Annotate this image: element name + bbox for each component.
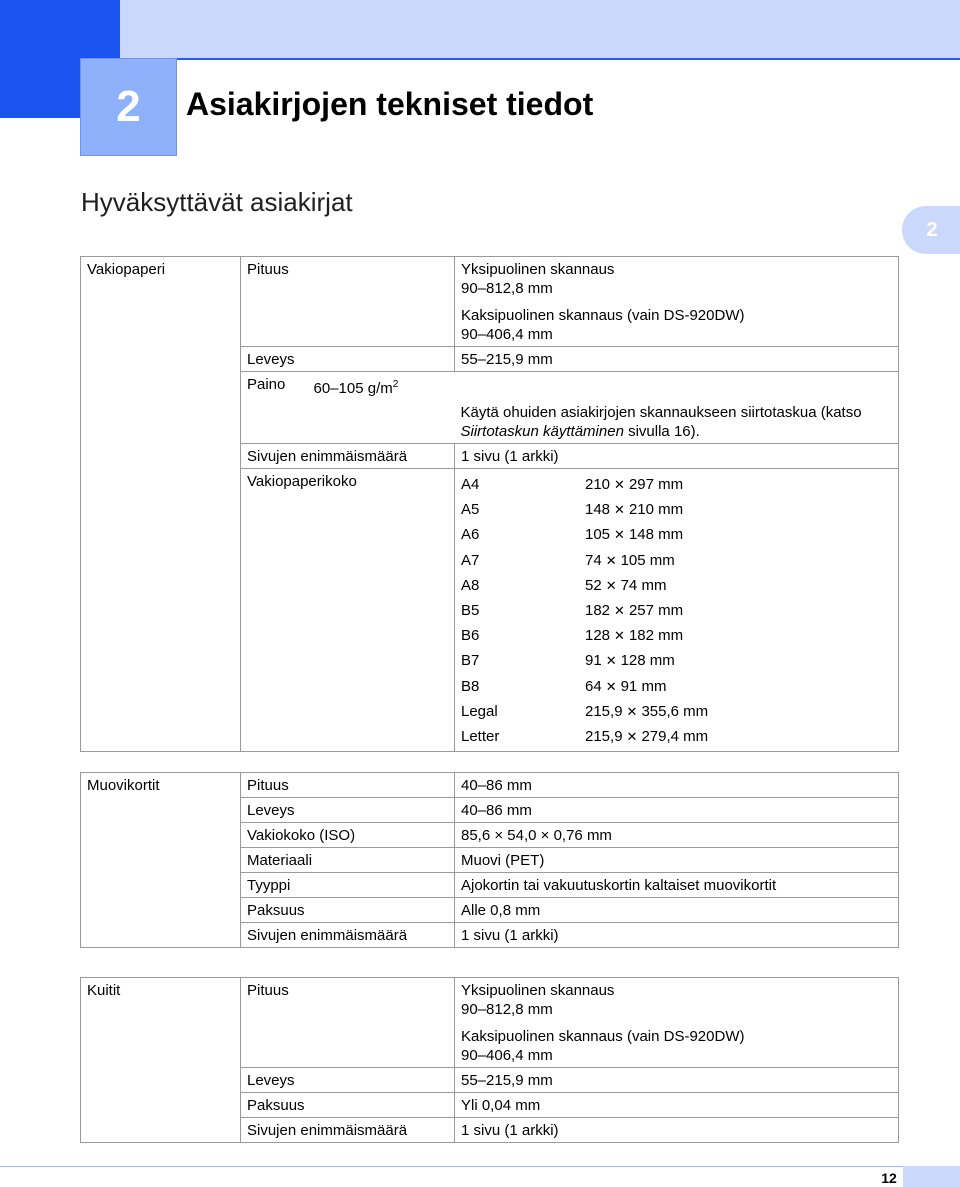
table-row [81, 798, 899, 823]
category-label: Muovikortit [87, 777, 160, 794]
row-label: Sivujen enimmäismäärä [247, 927, 408, 944]
table-row [81, 1068, 899, 1093]
chapter-title: Asiakirjojen tekniset tiedot [186, 86, 594, 122]
size-dimension: 128 ✕ 182 mm [585, 627, 684, 645]
row-value: 40–86 mm [461, 777, 532, 794]
length-single-range: 90–812,8 mm [461, 1001, 553, 1018]
size-name: A6 [461, 526, 480, 544]
size-name: Legal [461, 702, 498, 720]
size-name: A4 [461, 476, 480, 493]
length-single-text: Yksipuolinen skannaus [461, 261, 615, 278]
size-dimensions [579, 469, 899, 752]
size-dimension: 64 ✕ 91 mm [585, 677, 667, 695]
weight-label: Paino [247, 376, 286, 393]
size-dimension: 210 ✕ 297 mm [585, 476, 684, 493]
size-dimension: 215,9 ✕ 355,6 mm [585, 702, 709, 720]
length-duplex-range: 90–406,4 mm [461, 326, 553, 343]
max-pages-value: 1 sivu (1 arkki) [461, 448, 559, 465]
size-name: B7 [461, 652, 480, 670]
table-row [81, 923, 899, 948]
row-value: Alle 0,8 mm [461, 902, 541, 919]
category-cell [81, 257, 241, 347]
row-label: Sivujen enimmäismäärä [247, 1122, 408, 1139]
chapter-side-tab [902, 206, 960, 254]
row-value: Ajokortin tai vakuutuskortin kaltaiset muovikortit [461, 877, 777, 894]
table-row [81, 823, 899, 848]
size-dimension: 182 ✕ 257 mm [585, 602, 684, 620]
row-label: Leveys [247, 1072, 295, 1089]
row-label: Paksuus [247, 902, 305, 919]
size-dimension: 105 ✕ 148 mm [585, 526, 684, 544]
row-value: 40–86 mm [461, 802, 532, 819]
table-row [81, 898, 899, 923]
sizes-label: Vakiopaperikoko [247, 473, 357, 490]
table-row [81, 848, 899, 873]
row-label: Paksuus [247, 1097, 305, 1114]
length-duplex-range: 90–406,4 mm [461, 1047, 553, 1064]
row-value: 1 sivu (1 arkki) [461, 927, 559, 944]
value-cell [455, 257, 899, 347]
table-row [81, 372, 899, 444]
row-label: Leveys [247, 802, 295, 819]
row-value: Muovi (PET) [461, 852, 545, 869]
category-label: Vakiopaperi [87, 261, 166, 278]
row-value: Yli 0,04 mm [461, 1097, 541, 1114]
length-label: Pituus [247, 261, 289, 278]
table-row [81, 873, 899, 898]
size-dimension: 148 ✕ 210 mm [585, 501, 684, 519]
table-row [81, 469, 899, 752]
footer-tab [903, 1166, 960, 1187]
table-row [81, 1118, 899, 1143]
size-name: Letter [461, 728, 500, 746]
row-label: Pituus [247, 777, 289, 794]
weight-superscript: 2 [392, 379, 399, 390]
size-name: A8 [461, 576, 480, 594]
plastic-cards-table [80, 772, 899, 948]
weight-value: 60–105 g/m [313, 380, 393, 397]
table-row [81, 257, 899, 347]
chapter-number-box [80, 58, 177, 156]
label-cell [241, 257, 455, 347]
row-label: Vakiokoko (ISO) [247, 827, 356, 844]
size-name: A5 [461, 501, 480, 519]
length-duplex-text: Kaksipuolinen skannaus (vain DS-920DW) [461, 1028, 745, 1045]
length-duplex-text: Kaksipuolinen skannaus (vain DS-920DW) [461, 307, 745, 324]
table-row [81, 347, 899, 372]
category-label: Kuitit [87, 982, 121, 999]
header-band [120, 0, 960, 60]
table-row [81, 773, 899, 798]
side-tab-number: 2 [926, 218, 938, 241]
length-single-text: Yksipuolinen skannaus [461, 982, 615, 999]
row-label: Tyyppi [247, 877, 291, 894]
chapter-number: 2 [116, 82, 141, 131]
standard-paper-table [80, 256, 899, 752]
size-name: B5 [461, 602, 480, 620]
width-label: Leveys [247, 351, 295, 368]
size-dimension: 74 ✕ 105 mm [585, 551, 675, 569]
size-name: B6 [461, 627, 480, 645]
size-name: A7 [461, 551, 480, 569]
table-row [81, 1093, 899, 1118]
size-dimension: 215,9 ✕ 279,4 mm [585, 728, 709, 746]
max-pages-label: Sivujen enimmäismäärä [247, 448, 408, 465]
receipts-table [80, 977, 899, 1143]
section-title: Hyväksyttävät asiakirjat [81, 187, 353, 217]
footer-divider [0, 1166, 960, 1167]
size-name: B8 [461, 677, 480, 695]
page-number: 12 [881, 1170, 897, 1186]
row-value: 85,6 × 54,0 × 0,76 mm [461, 827, 612, 844]
size-dimension: 52 ✕ 74 mm [585, 576, 667, 594]
row-value: 55–215,9 mm [461, 1072, 553, 1089]
table-row [81, 444, 899, 469]
length-label: Pituus [247, 982, 289, 999]
length-single-range: 90–812,8 mm [461, 280, 553, 297]
size-dimension: 91 ✕ 128 mm [585, 652, 675, 670]
width-value: 55–215,9 mm [461, 351, 553, 368]
transfer-sheet-note: Käytä ohuiden asiakirjojen skannaukseen siirtotaskua (katso Siirtotaskun käyttäminen sivulla 16). [460, 404, 862, 440]
row-label: Materiaali [247, 852, 313, 869]
size-names [455, 469, 580, 752]
row-value: 1 sivu (1 arkki) [461, 1122, 559, 1139]
table-row [81, 978, 899, 1068]
note-reference: Siirtotaskun käyttäminen [460, 423, 624, 440]
